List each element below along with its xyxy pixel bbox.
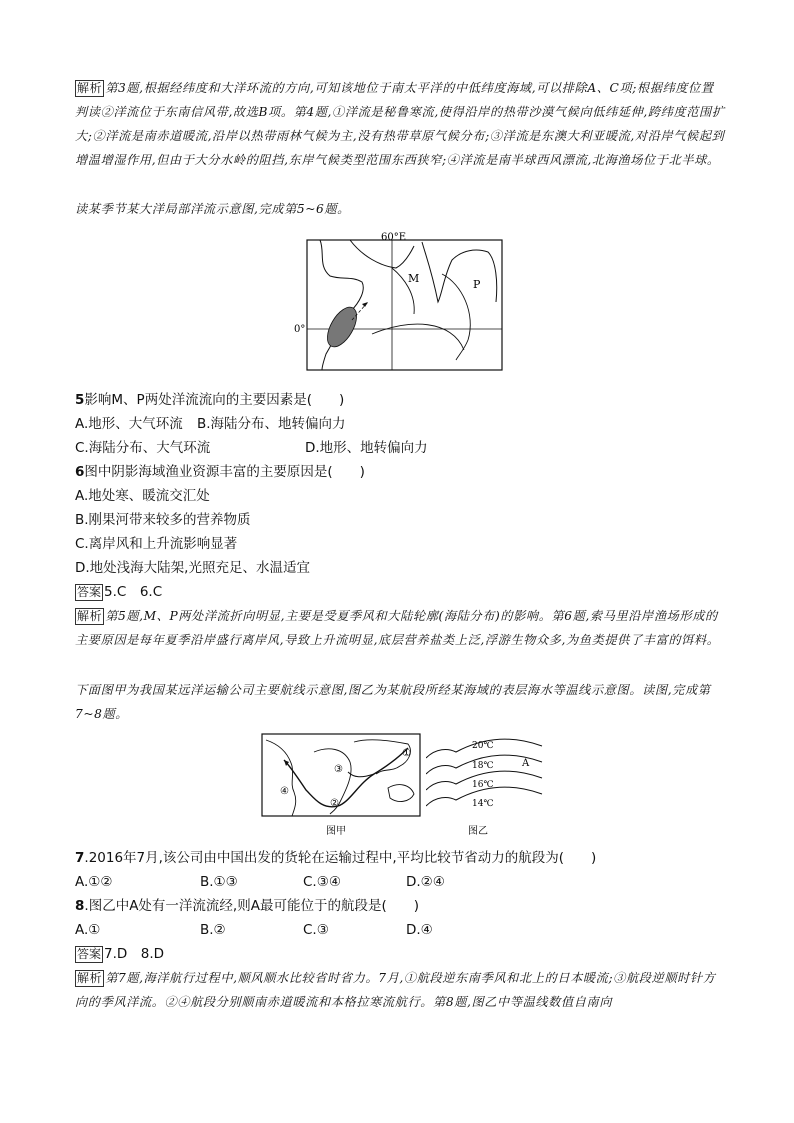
question-7	[75, 846, 725, 870]
africa-coastline	[320, 240, 363, 370]
q6-option-a[interactable]: A.地处寒、暖流交汇处	[75, 488, 210, 504]
answer-text: 7.D 8.D	[104, 946, 165, 962]
intro-q7-8: 下面图甲为我国某远洋运输公司主要航线示意图,图乙为某航段所经某海域的表层海水等温线示意图。读图,完成第7~8题。	[75, 683, 711, 721]
answer-text: 5.C 6.C	[104, 584, 163, 600]
q6-option-b[interactable]: B.刚果河带来较多的营养物质	[75, 512, 251, 528]
q7-option-c[interactable]: C.③④	[303, 874, 341, 890]
explanation-text: 第7题,海洋航行过程中,顺风顺水比较省时省力。7月,①航段逆东南季风和北上的日本暖流;③航段逆顺时针方向的季风洋流。②④航段分别顺南赤道暖流和本格拉寒流航行。第8题,图乙中等温线数值自南向	[75, 971, 716, 1009]
q5-option-a[interactable]: A.地形、大气环流	[75, 416, 183, 432]
lon-label: 60°E	[381, 232, 407, 243]
question-8	[75, 894, 725, 918]
shaded-fishery-area	[321, 302, 362, 351]
isotherm-20: 20℃	[472, 741, 494, 751]
caption-jia: 图甲	[326, 826, 346, 837]
q7-stem: .2016年7月,该公司由中国出发的货轮在运输过程中,平均比较节省动力的航段为( )	[84, 850, 597, 866]
answer-tag: 答案	[77, 585, 102, 599]
q8-options	[75, 918, 725, 942]
q6-number: 6	[75, 464, 85, 480]
q7-options	[75, 870, 725, 894]
q8-number: 8	[75, 898, 85, 914]
current-main	[372, 324, 464, 350]
q8-option-d[interactable]: D.④	[406, 922, 433, 938]
label-p: P	[473, 278, 481, 291]
q7-option-b[interactable]: B.①③	[200, 874, 238, 890]
shipping-route-map	[258, 732, 424, 840]
q8-option-a[interactable]: A.①	[75, 922, 101, 938]
q5-options-row1	[75, 412, 725, 436]
answer-tag: 答案	[77, 947, 102, 961]
answer-q5-6	[75, 580, 725, 604]
q7-option-d[interactable]: D.②④	[406, 874, 445, 890]
isotherm-18: 18℃	[472, 761, 494, 771]
lat-label: 0°	[294, 324, 306, 335]
q6-option-c[interactable]: C.离岸风和上升流影响显著	[75, 536, 238, 552]
ocean-current-map	[292, 232, 508, 372]
point-a: A	[522, 758, 530, 769]
label-m: M	[408, 272, 420, 285]
q5-option-b[interactable]: B.海陆分布、地转偏向力	[197, 416, 346, 432]
mark-4: ④	[280, 786, 289, 797]
answer-q7-8	[75, 942, 725, 966]
q8-stem: .图乙中A处有一洋流流经,则A最可能位于的航段是( )	[84, 898, 419, 914]
q8-option-b[interactable]: B.②	[200, 922, 226, 938]
explanation-text: 第5题,M、P两处洋流折向明显,主要是受夏季风和大陆轮廓(海陆分布)的影响。第6题,索马里沿岸渔场形成的主要原因是每年夏季沿岸盛行离岸风,导致上升流明显,底层营养盐类上泛,浮游生物众多,为鱼类提供了丰富的饵料。	[75, 609, 720, 647]
australia-outline	[388, 785, 414, 802]
isotherm-16: 16℃	[472, 780, 494, 790]
isotherm-14: 14℃	[472, 799, 494, 809]
q5-option-c[interactable]: C.海陆分布、大气环流	[75, 440, 211, 456]
explanation-q3-4	[75, 76, 725, 172]
q8-option-c[interactable]: C.③	[303, 922, 329, 938]
mark-3: ③	[334, 764, 343, 775]
q6-stem: 图中阴影海域渔业资源丰富的主要原因是( )	[84, 464, 365, 480]
explanation-text: 第3题,根据经纬度和大洋环流的方向,可知该地位于南太平洋的中低纬度海域,可以排除A、C项;根据纬度位置判读②洋流位于东南信风带,故选B项。第4题,①洋流是秘鲁寒流,使得沿岸的热带沙漠气候向低纬延伸,跨纬度范围扩大;②洋流是南赤道暖流,沿岸以热带雨林气候为主,没有热带草原气候分布;③洋流是东澳大利亚暖流,对沿岸气候起到增温增湿作用,但由于大分水岭的阻挡,东岸气候类型范围东西狭窄;④洋流是南半球西风漂流,北海渔场位于北半球。	[75, 81, 725, 167]
analysis-tag: 解析	[77, 609, 103, 623]
q5-stem: 影响M、P两处洋流流向的主要因素是( )	[84, 392, 345, 408]
q7-number: 7	[75, 850, 85, 866]
explanation-q7-8	[75, 966, 725, 1014]
current-p	[442, 274, 470, 360]
india-coastline	[422, 242, 497, 302]
question-5	[75, 388, 725, 412]
q7-option-a[interactable]: A.①②	[75, 874, 113, 890]
q5-number: 5	[75, 392, 85, 408]
q5-option-d[interactable]: D.地形、地转偏向力	[305, 440, 428, 456]
analysis-tag: 解析	[77, 81, 103, 95]
q5-options-row2	[75, 436, 725, 460]
explanation-q5-6	[75, 604, 725, 652]
mark-2: ②	[330, 798, 339, 809]
q6-option-d[interactable]: D.地处浅海大陆架,光照充足、水温适宜	[75, 560, 310, 576]
mark-1: ①	[402, 748, 411, 759]
intro-q5-6: 读某季节某大洋局部洋流示意图,完成第5~6题。	[75, 202, 350, 216]
question-6	[75, 460, 725, 484]
isotherm-map	[426, 734, 548, 840]
route-line	[284, 748, 408, 807]
arabia-coastline	[350, 240, 414, 268]
caption-yi: 图乙	[468, 826, 488, 837]
analysis-tag: 解析	[77, 971, 103, 985]
americas-outline	[266, 740, 296, 816]
